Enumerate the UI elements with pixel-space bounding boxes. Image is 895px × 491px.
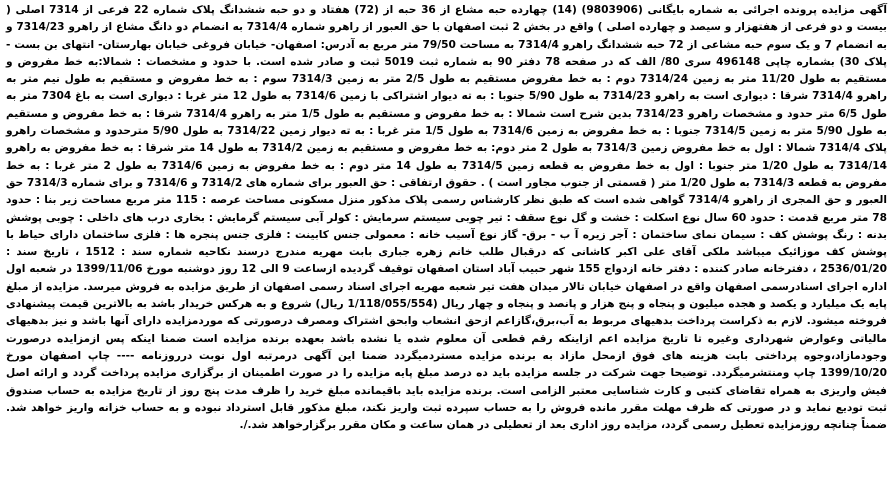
notice-text: آگهی مزایده پرونده اجرائی به شماره بایگانی (9803906) (14) چهارده حبه مشاع از 36 حبه از (72) هفتاد و دو حبه ششدانگ پلاک شماره 22 فرعی از 7314 اصلی ( بیست و دو فرعی از هفتهزار و سیصد و چهارده اصلی ) واقع در بخش 2 ثبت اصفهان با حق العبور از راهرو شماره 7314/4 به انضمام دو دانگ مشاع از راهرو 7314/23 و به انضمام 7 و یک سوم حبه مشاعی از 72 حبه ششدانگ راهرو 7314/4 به مساحت 79/50 متر مربع به آدرس: اصفهان- خیابان فروغی خیابان بهارستان- انتهای بن بست - پلاک 30) بشماره چاپی 496148 سری 80/ الف که در صفحه 78 دفتر 90 به شماره ثبت 5019 ثبت و صادر شده است. با حدود و مشخصات : شمالا:به خط مفروض و مستقیم به طول 11/20 متر به زمین 7314/24 دوم : به خط مفروض مستقیم به طول 2/5 متر به زمین 7314/3 سوم : به خط مفروض و مستقیم به طول نیم متر به راهرو 7314/4 شرقا : دیواری است به راهرو 7314/23 به طول 5/90 جنوبا : به ته دیوار اشتراکی با زمین 7314/6 به طول 12 متر غربا : دیواری است به باغ 7304 متر به طول 6/5 متر حدود و مشخصات راهرو 7314/23 بدین شرح است شمالا : به خط مفروض و مستقیم به طول 1/5 متر به راهرو 7314/4 شرقا : به خط مفروض و مستقیم به طول 5/90 متر به زمین 7314/5 جنوبا : به خط مفروض به زمین 7314/6 به طول 1/5 متر غربا : به ته دیوار زمین 7314/22 به طول 5/90 مترحدود و مشخصات راهرو پلاک 7314/4 شمالا : اول به خط مفروض زمین 7314/3 به طول 2 متر دوم: به خط مفروض و مستقیم به زمین 7314/2 به طول 14 متر شرقا : به خط مفروض به راهرو 7314/14 به طول 1/20 متر جنوبا : اول به خط مفروض به قطعه زمین 7314/5 به طول 14 متر دوم : به خط مفروض به زمین 7314/6 به طول 2 متر غربا : به خط مفروض به قطعه 7314/3 به طول 1/20 متر ( قسمتی از جنوب مجاور است ) . حقوق ارتفاقی : حق العبور برای شماره های 7314/2 و 7314/6 و برای شماره 7314/3 حق العبور و حق المجری از راهرو 7314/4 گواهی شده است که طبق نظر کارشناس رسمی پلاک مذکور منزل مسکونی مساحت عرصه : 115 متر مربع مساحت زیر بنا : حدود 78 متر مربع قدمت : حدود 60 سال نوع اسکلت : خشت و گل نوع سقف : تیر چوبی سیستم سرمایش : کولر آبی سیستم گرمایش : بخاری درب های داخلی : چوبی پوشش بدنه : رنگ پوشش کف : سیمان نمای ساختمان : آجر زیره آ ب - برق- گاز نوع آسیب خانه : معمولی جنس کابینت : فلزی جنس پنجره ها : فلزی ساختمان دارای حیاط با پوشش کف موزائیک میباشد ملکی آقای علی اکبر کاشانی که درقبال طلب خانم زهره جباری بابت مهریه مندرج درسند نکاحیه شماره سند : 1512 ، تاریخ سند : 2536/01/20 ، دفترخانه صادر کننده : دفتر خانه ازدواج 155 شهر حبیب آباد استان اصفهان توقیف گردیده ازساعت 9 الی 12 روز دوشنبه مورخ 1399/11/06 در شعبه اول اداره اجرای اسنادرسمی اصفهان واقع در اصفهان خیابان تالار میدان هفت تیر شعبه مهریه اجرای اسناد رسمی اصفهان از طریق مزایده به فروش میرسد. مزایده از مبلغ پایه یک میلیارد و یکصد و هجده میلیون و پنجاه و پنج هزار و پانصد و پنجاه و چهار ریال (1/118/055/554 ریال) شروع و به هرکس خریدار باشد به بالاترین قیمت پیشنهادی فروخته میشود. لازم به ذکراست پرداخت بدهیهای مربوط به آب،برق،گازاعم ازحق انشعاب وابحق اشتراک ومصرف درصورتی که موردمزایده دارای آنها باشد و نیز بدهیهای مالیاتی وعوارض شهرداری وغیره تا تاریخ مزایده اعم ازاینکه رقم قطعی آن معلوم شده یا نشده باشد بعهده برنده مزایده است ضمنا اینکه پس ازمزایده درصورت وجودمازاد،وجوه پرداختی بابت هزینه های فوق ازمحل مازاد به برنده مزایده مستردمیگردد ضمنا این آگهی درمرتبه اول نوبت درروزنامه ---- چاپ اصفهان مورخ 1399/10/20 چاپ ومنتشرمیگردد. توضیحا جهت شرکت در جلسه مزایده باید ده درصد مبلغ پایه مزایده را در صورت اطمینان از برگزاری مزایده پرداخت گردد و ارائه اصل فیش واریزی به همراه تقاضای کتبی و کارت شناسایی معتبر الزامی است. برنده مزایده باید باقیمانده مبلغ خرید را ظرف مدت پنج روز از تاریخ مزایده به حساب صندوق ثبت تودیع نماید و در صورتی که ظرف مهلت مقرر مانده فروش را به حساب سپرده ثبت واریز نکند، مبلغ مذکور قابل استرداد نبوده و به حساب خزانه واریز خواهد شد. ضمناً چنانچه روزمزایده تعطیل رسمی گردد، مزایده روز اداری بعد از تعطیلی در همان ساعت و مکان مقرر برگزارخواهد شد./. xyxy=(6,4,888,432)
auction-notice xyxy=(6,2,887,434)
